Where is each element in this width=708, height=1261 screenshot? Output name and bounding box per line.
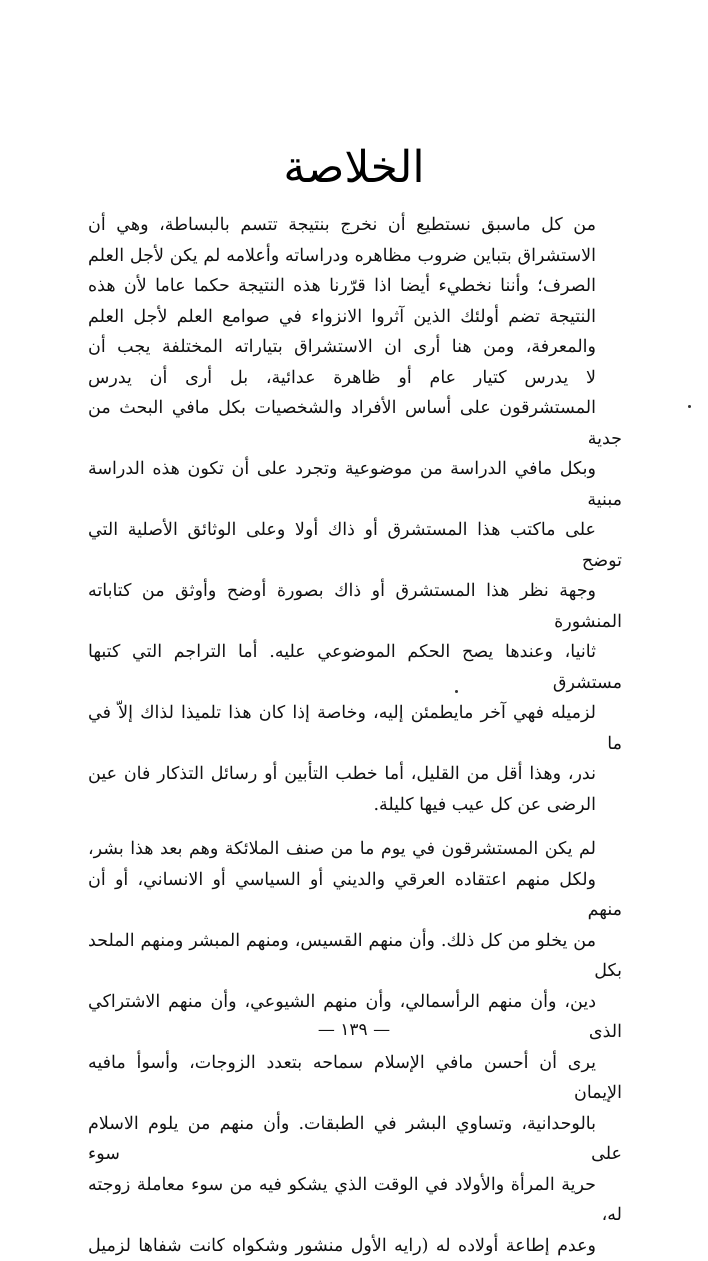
- text-line: النتيجة تضم أولئك الذين آثروا الانزواء في صوامع العلم لأجل العلم: [88, 302, 622, 333]
- paragraph-2: [88, 834, 622, 1261]
- text-line: لم يكن المستشرقون في يوم ما من صنف الملائكة وهم بعد هذا بشر،: [88, 834, 622, 865]
- text-line: لزميله فهي آخر مايطمئن إليه، وخاصة إذا كان هذا تلميذا لذاك إلاّ في ما: [88, 698, 622, 759]
- page-number: — ١٣٩ —: [0, 1020, 708, 1040]
- text-line: المستشرقون على أساس الأفراد والشخصيات بكل مافي البحث من جدية: [88, 393, 622, 454]
- paragraph-1: [88, 210, 622, 820]
- text-line: لا يدرس كتيار عام أو ظاهرة عدائية، بل أرى أن يدرس: [88, 363, 622, 394]
- text-line: حرية المرأة والأولاد في الوقت الذي يشكو فيه من سوء معاملة زوجته له،: [88, 1170, 622, 1231]
- text-line: على ماكتب هذا المستشرق أو ذاك أولا وعلى الوثائق الأصلية التي توضح: [88, 515, 622, 576]
- print-speck: [455, 690, 458, 693]
- text-line: ثانيا، وعندها يصح الحكم الموضوعي عليه. أما التراجم التي كتبها مستشرق: [88, 637, 622, 698]
- text-line: بالوحدانية، وتساوي البشر في الطبقات. وأن منهم من يلوم الاسلام على سوء: [88, 1109, 622, 1170]
- text-line: الاستشراق بتباين ضروب مظاهره ودراساته وأعلامه لم يكن لأجل العلم: [88, 241, 622, 272]
- text-line: الرضى عن كل عيب فيها كليلة.: [88, 790, 622, 821]
- text-line: دين، وأن منهم الرأسمالي، وأن منهم الشيوعي، وأن منهم الاشتراكي الذى: [88, 987, 622, 1048]
- body-text: [88, 210, 622, 1261]
- text-line: ولكل منهم اعتقاده العرقي والديني أو السياسي أو الانساني، أو أن منهم: [88, 865, 622, 926]
- text-line: الصرف؛ وأننا نخطيء أيضا اذا قرّرنا هذه النتيجة حكما عاما لأن هذه: [88, 271, 622, 302]
- text-line: وجهة نظر هذا المستشرق أو ذاك بصورة أوضح وأوثق من كتاباته المنشورة: [88, 576, 622, 637]
- text-line: وبكل مافي الدراسة من موضوعية وتجرد على أن تكون هذه الدراسة مبنية: [88, 454, 622, 515]
- text-line: ندر، وهذا أقل من القليل، أما خطب التأبين أو رسائل التذكار فان عين: [88, 759, 622, 790]
- text-line: من كل ماسبق نستطيع أن نخرج بنتيجة تتسم بالبساطة، وهي أن: [88, 210, 622, 241]
- chapter-title: الخلاصة: [0, 138, 708, 198]
- text-line: والمعرفة، ومن هنا أرى ان الاستشراق بتياراته المختلفة يجب أن: [88, 332, 622, 363]
- print-speck: [688, 405, 691, 408]
- text-line: من يخلو من كل ذلك. وأن منهم القسيس، ومنهم المبشر ومنهم الملحد بكل: [88, 926, 622, 987]
- text-line: وعدم إطاعة أولاده له (رايه الأول منشور وشكواه كانت شفاها لزميل: [88, 1231, 622, 1261]
- text-line: يرى أن أحسن مافي الإسلام سماحه بتعدد الزوجات، وأسوأ مافيه الإيمان: [88, 1048, 622, 1109]
